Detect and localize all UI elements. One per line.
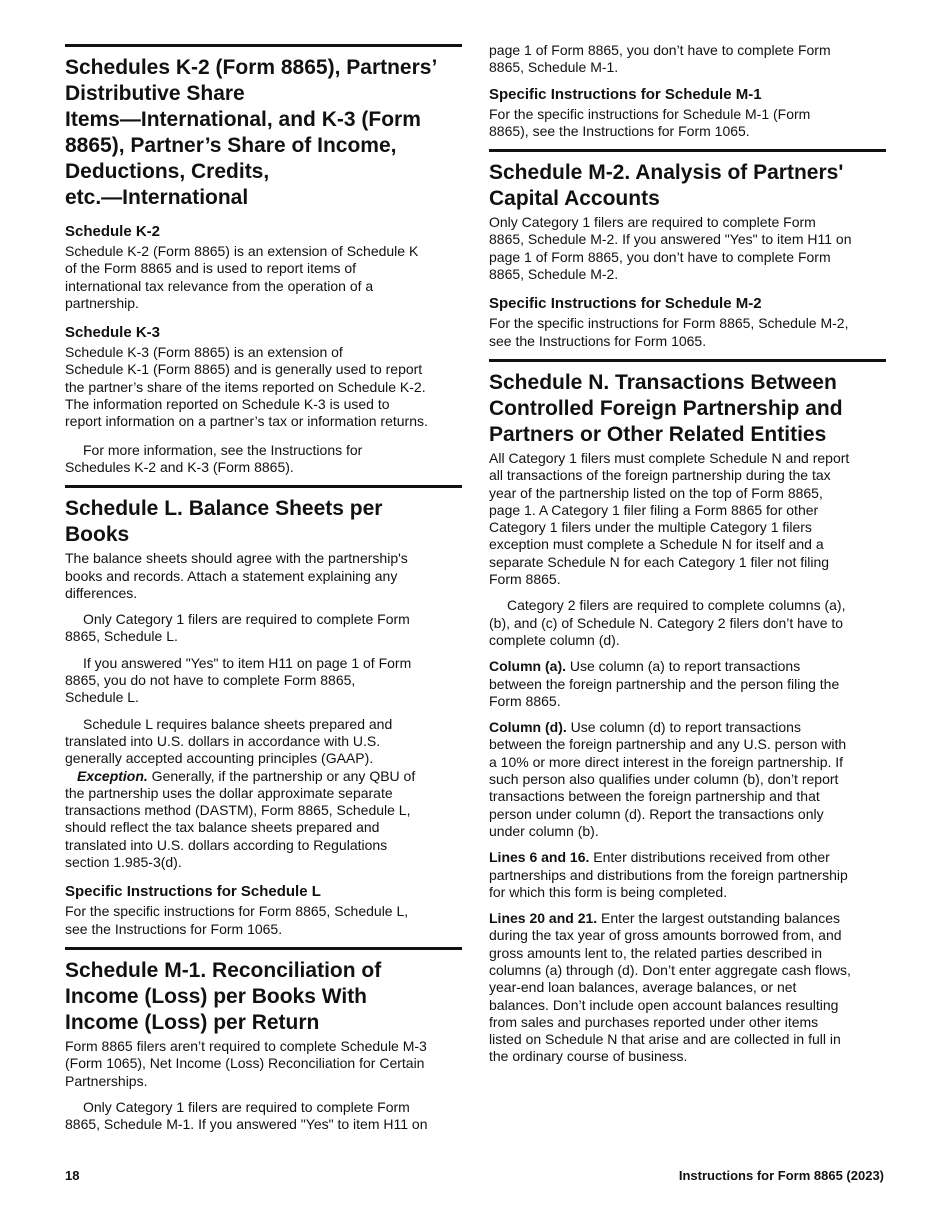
section-heading-m2: Schedule M-2. Analysis of Partners' Capital Accounts (489, 161, 844, 211)
paragraph: All Category 1 filers must complete Schedule N and report all transactions of the foreign partnership during the tax year of the partnership listed on the top of Form 8865, page 1. A Category 1 filer filing a Form 8865 for other Category 1 filers under the multiple Category 1 filers exception must complete a Schedule N for itself and a separate Schedule N for each Category 1 filer not filing Form 8865. (489, 449, 850, 588)
run-in-heading: Lines 20 and 21. (489, 910, 598, 927)
subheading-specific-m2: Specific Instructions for Schedule M-2 (489, 295, 762, 313)
paragraph: If you answered "Yes" to item H11 on page 1 of Form 8865, you do not have to complete Form 8865, Schedule L. (65, 654, 412, 706)
subheading-k2: Schedule K-2 (65, 223, 161, 240)
paragraph: For the specific instructions for Form 8865, Schedule M-2, see the Instructions for Form 1065. (489, 315, 849, 349)
paragraph-lines-20-21 (489, 910, 886, 1066)
section-heading-schedule-n: Schedule N. Transactions Between Controlled Foreign Partnership and Partners or Other Related Entities (489, 370, 843, 446)
paragraph: page 1 of Form 8865, you don’t have to complete Form 8865, Schedule M-1. (489, 42, 831, 76)
paragraph: Category 2 filers are required to complete columns (a), (b), and (c) of Schedule N. Category 2 filers don’t have to complete column (d). (489, 597, 846, 648)
paragraph-text: Use column (d) to report transactions between the foreign partnership and any U.S. person with a 10% or more direct interest in the foreign partnership. If such person also qualifies under column (b), don’t report transactions between the foreign partnership and that person under column (d). Report the transactions only under column (b). (489, 719, 847, 839)
paragraph-text: Use column (a) to report transactions between the foreign partnership and the person filing the Form 8865. (489, 658, 840, 709)
subheading-k3: Schedule K-3 (65, 324, 161, 342)
section-heading-schedule-l: Schedule L. Balance Sheets per Books (65, 497, 383, 547)
section-rule (65, 947, 462, 950)
run-in-heading: Exception. (77, 767, 148, 784)
paragraph: For the specific instructions for Form 8865, Schedule L, see the Instructions for Form 1065. (65, 903, 409, 937)
run-in-heading: Lines 6 and 16. (489, 849, 590, 866)
paragraph: Only Category 1 filers are required to complete Form 8865, Schedule M-2. If you answered "Yes" to item H11 on page 1 of Form 8865, you don’t have to complete Form 8865, Schedule M-2. (489, 214, 852, 283)
paragraph-exception (65, 768, 462, 872)
subheading-specific-m1: Specific Instructions for Schedule M-1 (489, 85, 762, 103)
run-in-heading: Column (d). (489, 719, 567, 736)
paragraph: Only Category 1 filers are required to complete Form 8865, Schedule L. (65, 611, 410, 645)
section-heading-k2-k3: Schedules K-2 (Form 8865), Partners’ Distributive Share Items—International, and K-3 (Form 8865), Partner’s Share of Income, Deductions, Credits, etc.—International (65, 56, 438, 209)
right-column (489, 42, 886, 1075)
paragraph: Schedule K-2 (Form 8865) is an extension of Schedule K of the Form 8865 and is used to report items of international tax relevance from the operation of a partnership. (65, 243, 419, 311)
paragraph-column-d (489, 719, 886, 840)
paragraph: For the specific instructions for Schedule M-1 (Form 8865), see the Instructions for Form 1065. (489, 105, 811, 139)
paragraph-text: Enter distributions received from other partnerships and distributions from the foreign partnership for which this form is being completed. (489, 849, 848, 900)
run-in-heading: Column (a). (489, 658, 566, 675)
paragraph: Only Category 1 filers are required to complete Form 8865, Schedule M-1. If you answered "Yes" to item H11 on (65, 1098, 428, 1133)
section-rule (65, 485, 462, 488)
section-rule (489, 359, 886, 362)
paragraph-text: Enter the largest outstanding balances during the tax year of gross amounts borrowed from, and gross amounts lent to, the related parties described in columns (a) through (d). Don’t enter aggregate cash flows, year-end loan balances, average balances, or net balances. Don’t include open account balances resulting from sales and purchases reported under other items listed on Schedule N that arise and are collected in full in the ordinary course of business. (489, 910, 851, 1065)
paragraph-lines-6-16 (489, 849, 886, 901)
left-column (65, 44, 462, 1142)
section-heading-m1: Schedule M-1. Reconciliation of Income (Loss) per Books With Income (Loss) per Return (65, 958, 382, 1034)
paragraph: For more information, see the Instructions for Schedules K-2 and K-3 (Form 8865). (65, 441, 363, 475)
section-rule (489, 149, 886, 152)
paragraph: Form 8865 filers aren’t required to complete Schedule M-3 (Form 1065), Net Income (Loss) Reconciliation for Certain Partnerships. (65, 1037, 427, 1089)
section-rule (65, 44, 462, 47)
subheading-specific-l: Specific Instructions for Schedule L (65, 883, 321, 901)
footer-title: Instructions for Form 8865 (2023) (678, 1168, 884, 1183)
page-number: 18 (65, 1168, 80, 1183)
paragraph: Schedule K-3 (Form 8865) is an extension of Schedule K-1 (Form 8865) and is generally used to report the partner’s share of the items reported on Schedule K-2. The information reported on Schedule K-3 is used to report information on a partner’s tax or information returns. (65, 344, 428, 430)
paragraph-column-a (489, 658, 886, 710)
paragraph-text: Generally, if the partnership or any QBU of the partnership uses the dollar approximate separate transactions method (DASTM), Form 8865, Schedule L, should reflect the tax balance sheets prepared and translated into U.S. dollars according to Regulations section 1.985-3(d). (65, 767, 416, 871)
paragraph: The balance sheets should agree with the partnership's books and records. Attach a statement explaining any differences. (65, 550, 408, 601)
paragraph: Schedule L requires balance sheets prepared and translated into U.S. dollars in accordance with U.S. generally accepted accounting principles (GAAP). (65, 715, 393, 767)
